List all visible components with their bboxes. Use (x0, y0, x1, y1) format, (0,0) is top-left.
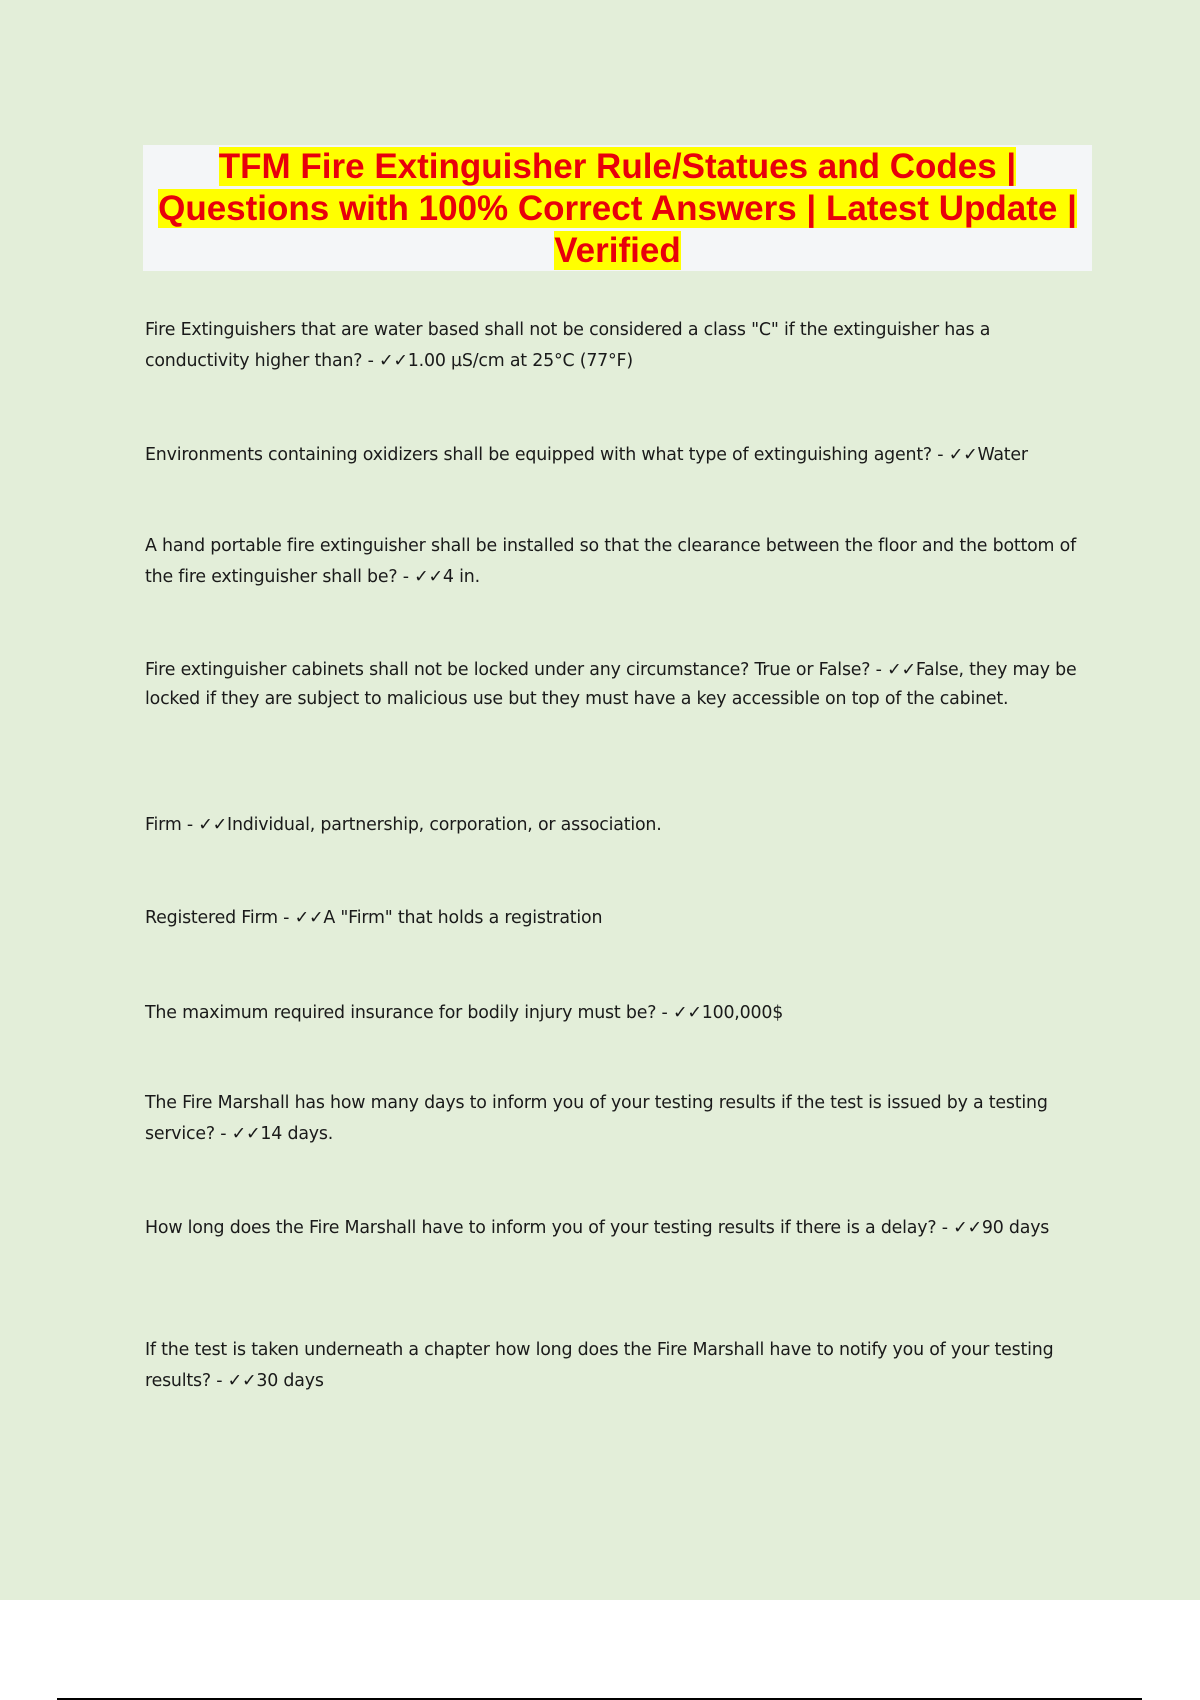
qa-item (145, 903, 1090, 934)
qa-item (145, 1088, 1090, 1150)
check-mark-icon: ✓✓ (294, 908, 324, 928)
qa-item (145, 1335, 1090, 1397)
answer-text: A "Firm" that holds a registration (323, 908, 603, 928)
question-text: If the test is taken underneath a chapter how long does the Fire Marshall have to notify you of your testing results? (145, 1340, 1054, 1391)
separator: - (181, 815, 199, 835)
answer-text: 1.00 µS/cm at 25°C (77°F) (407, 351, 633, 371)
separator: - (936, 1218, 954, 1238)
separator: - (214, 1124, 232, 1144)
question-text: Fire extinguisher cabinets shall not be locked under any circumstance? True or False? (145, 660, 871, 680)
qa-item (145, 998, 1090, 1029)
separator: - (870, 660, 888, 680)
question-text: The maximum required insurance for bodily injury must be? (145, 1003, 657, 1023)
check-mark-icon: ✓✓ (379, 351, 408, 371)
qa-item (145, 656, 1090, 714)
separator: - (210, 1371, 228, 1391)
check-mark-icon: ✓✓ (414, 567, 443, 587)
document-title: TFM Fire Extinguisher Rule/Statues and Codes | Questions with 100% Correct Answers | Latest Update | Verified (158, 147, 1077, 270)
qa-item (145, 810, 1090, 841)
qa-item (145, 531, 1090, 593)
check-mark-icon: ✓✓ (953, 1218, 982, 1238)
qa-item (145, 1213, 1090, 1244)
answer-text: 14 days. (260, 1124, 334, 1144)
qa-item (145, 440, 1090, 471)
question-text: The Fire Marshall has how many days to inform you of your testing results if the test is issued by a testing service? (145, 1093, 1048, 1144)
answer-text: 100,000$ (701, 1003, 784, 1023)
separator: - (362, 351, 380, 371)
separator: - (656, 1003, 673, 1023)
check-mark-icon: ✓✓ (198, 815, 228, 835)
question-text: Environments containing oxidizers shall be equipped with what type of extinguishing agent? (145, 445, 932, 465)
separator: - (277, 908, 295, 928)
answer-text: 30 days (256, 1371, 324, 1391)
question-text: How long does the Fire Marshall have to inform you of your testing results if there is a delay? (145, 1218, 937, 1238)
answer-text: Water (977, 445, 1028, 465)
answer-text: 90 days (981, 1218, 1050, 1238)
question-text: Fire Extinguishers that are water based shall not be considered a class "C" if the extinguisher has a conductivity higher than? (145, 320, 991, 371)
answer-text: Individual, partnership, corporation, or association. (227, 815, 662, 835)
question-text: Registered Firm (145, 908, 278, 928)
answer-text: False, they may be locked if they are subject to malicious use but they must have a key accessible on top of the cabinet. (145, 660, 1077, 709)
title-banner (143, 145, 1092, 271)
question-text: A hand portable fire extinguisher shall be installed so that the clearance between the floor and the bottom of the fire extinguisher shall be? (145, 536, 1076, 587)
separator: - (931, 445, 949, 465)
qa-item (145, 315, 1090, 377)
check-mark-icon: ✓✓ (948, 445, 978, 465)
check-mark-icon: ✓✓ (227, 1371, 257, 1391)
check-mark-icon: ✓✓ (231, 1124, 261, 1144)
question-text: Firm (145, 815, 182, 835)
check-mark-icon: ✓✓ (887, 660, 916, 680)
separator: - (397, 567, 415, 587)
check-mark-icon: ✓✓ (672, 1003, 702, 1023)
answer-text: 4 in. (442, 567, 480, 587)
